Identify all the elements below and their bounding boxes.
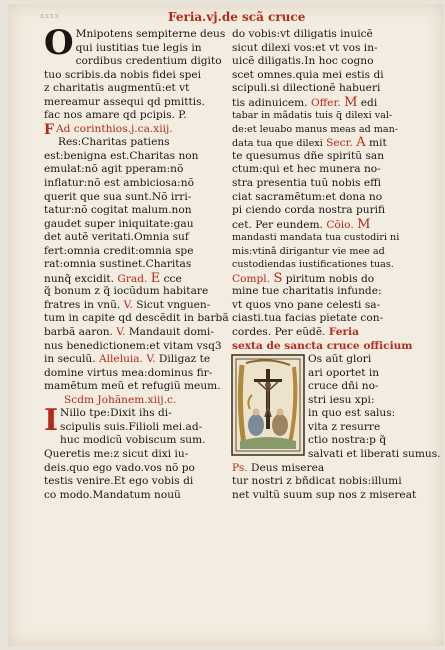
text-line: ciasti.tua facias pietate con- bbox=[232, 312, 384, 325]
text-line: mereamur assequi qd pmittis. bbox=[44, 95, 205, 108]
text-line: testis venire.Et ego vobis di bbox=[44, 475, 194, 488]
text-line: scipulis suis.Filioli mei.ad- bbox=[60, 420, 203, 433]
book-page bbox=[8, 4, 444, 646]
text-line: Res:Charitas patiens bbox=[58, 136, 170, 149]
rubric-gospel: Scdm Johãnem.xiij.c. bbox=[64, 393, 177, 406]
initial-f: F bbox=[44, 121, 54, 138]
text-line: ctio nostra:p q̃ bbox=[308, 434, 387, 447]
text-line: in seculũ. Alleluia. V. Diligaz te bbox=[44, 353, 211, 366]
text-line: rat:omnia sustinet.Charitas bbox=[44, 258, 192, 271]
text-line: te quesumus dñe spiritũ san bbox=[232, 149, 385, 162]
text-line: stra presentia tuũ nobis effi bbox=[232, 177, 382, 190]
crucifixion-woodcut-initial bbox=[232, 355, 304, 455]
text-line: deis.quo ego vado.vos nõ po bbox=[44, 461, 195, 474]
rubric-communion: Cõio. bbox=[326, 218, 354, 231]
text-line: vt quos vno pane celesti sa- bbox=[232, 298, 381, 311]
crucifixion-icon bbox=[232, 355, 304, 455]
text-line: det autẽ veritati.Omnia suf bbox=[44, 231, 189, 244]
left-column bbox=[44, 23, 230, 502]
rubric-secret: Secr. bbox=[326, 137, 353, 150]
text-line: net vultũ suum sup nos z misereat bbox=[232, 488, 417, 501]
text-line: huc modicũ vobiscum sum. bbox=[60, 434, 206, 447]
text-line: pi ciendo corda nostra purifi bbox=[232, 204, 386, 217]
text-line: emulat:nõ agit pperam:nõ bbox=[44, 163, 184, 176]
text-line: de:et leuabo manus meas ad man- bbox=[232, 123, 399, 135]
text-line: cordes. Per eũdẽ. Feria bbox=[232, 326, 359, 339]
text-line: mandasti mandata tua custodiri ni bbox=[232, 232, 400, 244]
text-line: fac nos amare qd pcipis. P. bbox=[44, 109, 187, 122]
text-line: Compl. S piritum nobis do bbox=[232, 270, 375, 286]
text-line: ciat sacramẽtum:et dona no bbox=[232, 190, 383, 203]
text-line: fert:omnia credit:omnia spe bbox=[44, 244, 194, 257]
text-line: salvati et liberati sumus. bbox=[308, 447, 441, 460]
rubric-epistle: F Ad corinthios.j.ca.xiij. bbox=[44, 121, 173, 138]
rubric-psalm: Ps. bbox=[232, 461, 248, 474]
text-line: ari oportet in bbox=[308, 366, 380, 379]
text-line: cet. Per eundem. Cõio. M bbox=[232, 216, 371, 232]
text-line: mamẽtum meũ et refugiũ meum. bbox=[44, 380, 221, 393]
text-line: Ps. Deus miserea bbox=[232, 461, 325, 474]
rubric-feria: Feria bbox=[328, 326, 359, 339]
text-line: Nillo tpe:Dixit ihs di- bbox=[60, 407, 172, 420]
text-line: mine tue charitatis infunde: bbox=[232, 285, 382, 298]
text-line: stri iesu xpi: bbox=[308, 393, 375, 406]
text-line: domine virtus mea:dominus fir- bbox=[44, 366, 213, 379]
running-head: Feria.vj.de scã cruce bbox=[168, 10, 306, 24]
text-line: tatur:nõ cogitat malum.non bbox=[44, 204, 192, 217]
text-line: cruce dñi no- bbox=[308, 380, 379, 393]
rubric-office-title: sexta de sancta cruce officium bbox=[232, 339, 413, 352]
rubric-versicle: V. bbox=[116, 326, 126, 339]
text-line: fratres in vnũ. V. Sicut vnguen- bbox=[44, 298, 211, 311]
text-line: ctum:qui et hec munera no- bbox=[232, 163, 381, 176]
text-line: q̃ bonum z q̃ iocũdum habitare bbox=[44, 285, 209, 298]
text-line: est:benigna est.Charitas non bbox=[44, 149, 199, 162]
text-line: barbã aaron. V. Mandauit domi- bbox=[44, 326, 214, 339]
text-line: vita z resurre bbox=[308, 420, 381, 433]
text-line: querit que sua sunt.Nõ irri- bbox=[44, 190, 192, 203]
rubric-versicle: V. bbox=[123, 298, 133, 311]
text-line: gaudet super iniquitate:gau bbox=[44, 217, 194, 230]
text-line: nunq̃ excidit. Grad. E cce bbox=[44, 270, 182, 286]
text-line: tis adinuicem. Offer. M edi bbox=[232, 94, 378, 110]
text-line: custodiendas iustificationes tuas. bbox=[232, 259, 394, 271]
initial-m: M bbox=[344, 94, 358, 110]
text-line: cordibus credentium digito bbox=[75, 55, 222, 68]
initial-e: E bbox=[150, 270, 161, 286]
initial-s: S bbox=[273, 270, 283, 286]
text-line: co modo.Mandatum nouũ bbox=[44, 488, 181, 501]
initial-i: I bbox=[44, 403, 59, 439]
initial-o: O bbox=[44, 23, 74, 63]
text-line: in quo est salus: bbox=[308, 407, 396, 420]
text-line: tur nostri z bñdicat nobis:illumi bbox=[232, 475, 402, 488]
initial-m2: M bbox=[357, 216, 371, 232]
rubric-postcommunion: Compl. bbox=[232, 272, 271, 285]
rubric-offertory: Offer. bbox=[310, 96, 341, 109]
text-line: data tua que dilexi Secr. A mit bbox=[232, 135, 387, 151]
text-line: Os aũt glori bbox=[308, 353, 372, 366]
text-line: scipuli.si dilectionẽ habueri bbox=[232, 82, 381, 95]
initial-a: A bbox=[356, 135, 366, 151]
text-line: qui iustitias tue legis in bbox=[75, 41, 202, 54]
text-line: Mnipotens sempiterne deus bbox=[75, 28, 226, 40]
text-line: uicẽ diligatis.In hoc cogno bbox=[232, 55, 374, 68]
folio-mark: xxxx bbox=[40, 12, 60, 20]
text-line: Queretis me:z sicut dixi iu- bbox=[44, 447, 189, 460]
text-line: nus benedictionem:et vitam vsq3 bbox=[44, 339, 222, 352]
rubric-versicle: V. bbox=[146, 353, 156, 366]
rubric-gradual: Grad. bbox=[117, 272, 148, 285]
text-line: do vobis:vt diligatis inuicẽ bbox=[232, 28, 373, 40]
text-line: mis:vtinã dirigantur vie mee ad bbox=[232, 245, 385, 257]
text-line: scet omnes.quia mei estis di bbox=[232, 68, 384, 81]
text-line: sicut dilexi vos:et vt vos in- bbox=[232, 41, 378, 54]
text-line: inflatur:nõ est ambiciosa:nõ bbox=[44, 177, 194, 190]
text-line: tabar in mãdatis tuis q̃ dilexi val- bbox=[232, 110, 393, 122]
right-column bbox=[232, 28, 441, 502]
text-line: tuo scribis.da nobis fidei spei bbox=[44, 68, 202, 81]
text-line: z charitatis augmentũ:et vt bbox=[44, 82, 190, 95]
rubric-alleluia: Alleluia. bbox=[99, 353, 143, 366]
text-line: tum in capite qd descẽdit in barbã bbox=[44, 312, 229, 325]
